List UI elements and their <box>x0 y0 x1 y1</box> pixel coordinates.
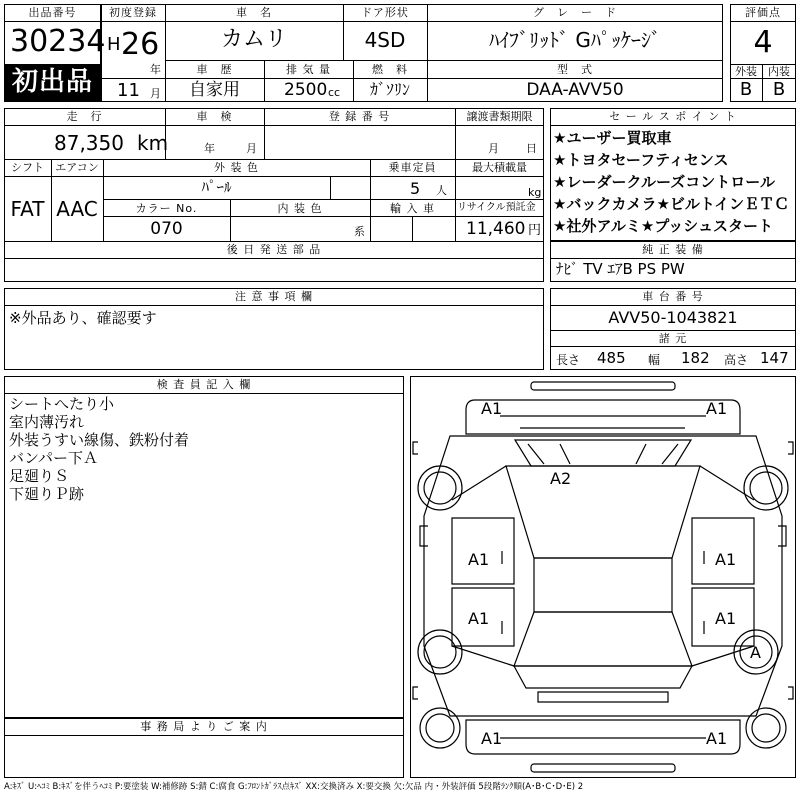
sales-point: ★バックカメラ★ビルトインＥＴＣ <box>553 195 790 213</box>
office-label: 事 務 局 よ り ご 案 内 <box>140 720 268 733</box>
int-color-label: 内 装 色 <box>277 202 323 215</box>
first-listing-label: 初出品 <box>11 67 93 97</box>
sales-point: ★社外アルミ★プッシュスタート <box>553 217 773 235</box>
damage-front-left: A1 <box>481 399 503 418</box>
damage-left-front-door: A1 <box>468 550 490 569</box>
displacement: 2500 <box>284 80 328 100</box>
grade-label: グ レ ー ド <box>533 6 617 19</box>
exterior-label: 外装 <box>735 65 757 78</box>
model: DAA-AVV50 <box>526 80 624 100</box>
mileage-unit: km <box>137 131 169 155</box>
recycle-label: リサイクル預託金 <box>457 202 536 213</box>
car-diagram-outline <box>410 376 796 778</box>
history: 自家用 <box>189 80 240 100</box>
recycle-amount: 11,460 <box>466 219 526 239</box>
equipment-label: 純 正 装 備 <box>642 243 704 256</box>
damage-rear-left: A1 <box>481 729 503 748</box>
inspection-year-unit: 年 <box>204 142 215 155</box>
sales-point: ★レーダークルーズコントロール <box>553 173 775 191</box>
capacity-unit: 人 <box>436 184 447 197</box>
inspector-line: 室内薄汚れ <box>9 413 85 431</box>
transfer-month-unit: 月 <box>488 142 499 155</box>
damage-right-rear-wheel: A <box>750 643 761 662</box>
equipment-value: ﾅﾋﾞ TV ｴｱB PS PW <box>556 260 685 278</box>
damage-right-rear-door: A1 <box>715 609 737 628</box>
ac: AAC <box>56 197 98 221</box>
ext-color-label: 外 装 色 <box>214 161 259 174</box>
damage-hood: A2 <box>550 469 572 488</box>
load-unit: kg <box>528 186 542 199</box>
damage-right-front-door: A1 <box>715 550 737 569</box>
inspector-line: シートへたり小 <box>9 395 115 413</box>
notes-value: ※外品あり、確認要す <box>9 309 157 327</box>
year-unit: 年 <box>150 63 161 76</box>
sales-points-label: セ ー ル ス ポ イ ン ト <box>609 110 737 123</box>
chassis-number: AVV50-1043821 <box>608 308 738 327</box>
notes-label: 注 意 事 項 欄 <box>235 290 313 303</box>
interior-label: 内装 <box>768 65 790 78</box>
inspector-line: バンパー下Ａ <box>9 449 98 467</box>
ac-label: エアコン <box>55 161 99 174</box>
inspection-label: 車 検 <box>196 110 233 123</box>
sales-point: ★トヨタセーフティセンス <box>553 151 729 169</box>
recycle-unit: 円 <box>528 223 542 238</box>
mileage-label: 走 行 <box>66 110 103 123</box>
fuel-label: 燃 料 <box>372 63 408 76</box>
reg-number-label: 登 録 番 号 <box>328 110 391 123</box>
reg-month: 11 <box>117 80 140 101</box>
length: 485 <box>597 349 626 367</box>
door-label: ドア形状 <box>361 6 409 19</box>
displacement-unit: cc <box>328 86 341 99</box>
inspector-label: 検 査 員 記 入 欄 <box>156 378 252 391</box>
model-label: 型 式 <box>557 63 593 76</box>
mileage: 87,350 <box>54 131 124 155</box>
name-label: 車 名 <box>236 6 272 19</box>
score-label: 評価点 <box>745 6 781 19</box>
reg-year: 26 <box>121 27 160 62</box>
era: H <box>107 34 121 55</box>
int-color-unit: 系 <box>354 225 365 238</box>
height-label: 高さ <box>724 353 749 367</box>
lot-label: 出品番号 <box>28 6 77 19</box>
later-parts-label: 後 日 発 送 部 品 <box>226 243 322 256</box>
color-no: 070 <box>150 219 183 239</box>
grade: ﾊｲﾌﾞﾘｯﾄﾞ Gﾊﾟｯｹｰｼﾞ <box>489 28 661 52</box>
width: 182 <box>681 349 710 367</box>
height: 147 <box>760 349 789 367</box>
transfer-day-unit: 日 <box>526 142 537 155</box>
legend: A:ｷｽﾞ U:ﾍｺﾐ B:ｷｽﾞを伴うﾍｺﾐ P:要塗装 W:補修跡 S:錆 C:腐食 G:ﾌﾛﾝﾄｶﾞﾗｽ点ｷｽﾞ XX:交換済み X:要交換 欠:欠品 内・外装評価 5段階ﾗﾝｸ順(A･B･C･D･E) 2 <box>4 782 584 792</box>
shift-label: シフト <box>11 161 44 174</box>
max-load-label: 最大積載量 <box>472 161 527 174</box>
chassis-label: 車 台 番 号 <box>642 290 704 303</box>
damage-rear-right: A1 <box>706 729 728 748</box>
car-name: カムリ <box>220 27 287 52</box>
dims-label: 諸 元 <box>658 332 688 345</box>
inspector-line: 下廻りＰ跡 <box>9 485 85 503</box>
displacement-label: 排 気 量 <box>286 63 331 76</box>
length-label: 長さ <box>556 353 581 367</box>
width-label: 幅 <box>648 353 661 367</box>
first-reg-label: 初度登録 <box>109 6 157 19</box>
score: 4 <box>753 25 773 60</box>
fuel: ｶﾞｿﾘﾝ <box>369 80 410 99</box>
shift: FAT <box>10 197 45 221</box>
transfer-deadline-label: 譲渡書類期限 <box>466 110 533 123</box>
history-label: 車 歴 <box>196 63 233 76</box>
import-label: 輸 入 車 <box>390 202 435 215</box>
door-type: 4SD <box>364 28 406 52</box>
damage-left-rear-door: A1 <box>468 609 490 628</box>
lot-number: 30234 <box>10 24 106 59</box>
color-no-label: カラー No. <box>135 202 198 215</box>
inspector-line: 足廻りＳ <box>9 467 70 485</box>
ext-color: ﾊﾟｰﾙ <box>201 178 232 196</box>
capacity-label: 乗車定員 <box>388 161 437 174</box>
inspector-line: 外装うすい線傷、鉄粉付着 <box>9 431 190 449</box>
capacity: 5 <box>410 179 421 198</box>
exterior-grade: B <box>739 79 753 100</box>
month-unit: 月 <box>150 87 161 100</box>
interior-grade: B <box>772 79 786 100</box>
damage-front-right: A1 <box>706 399 728 418</box>
inspection-month-unit: 月 <box>246 142 257 155</box>
sales-point: ★ユーザー買取車 <box>553 129 672 147</box>
